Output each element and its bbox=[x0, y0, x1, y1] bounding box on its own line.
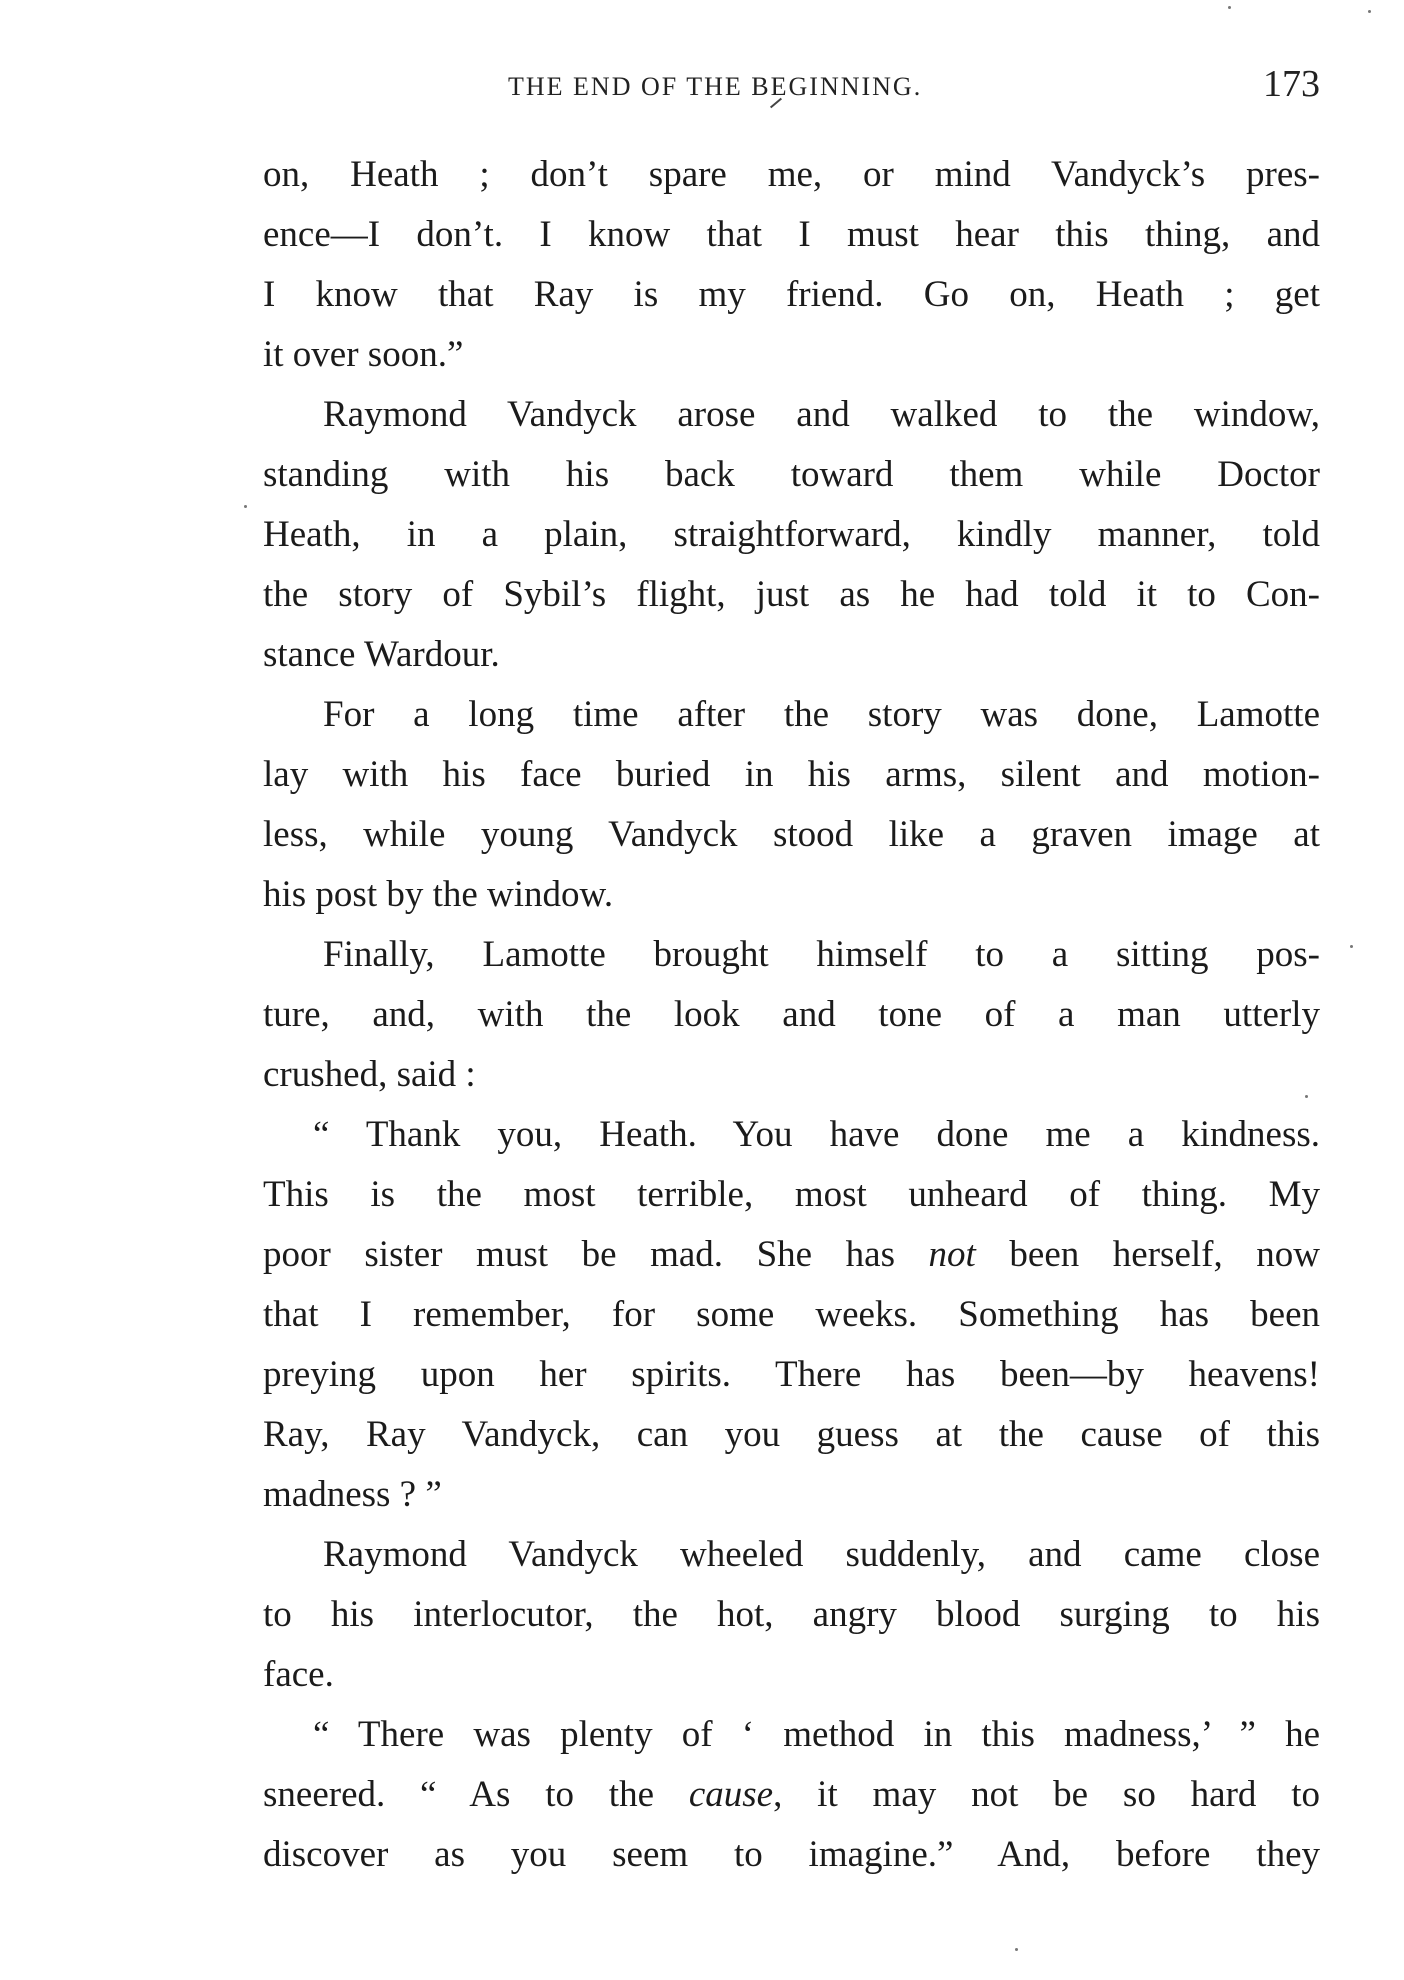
text-line: “ Thank you, Heath. You have done me a kindness. bbox=[313, 1114, 1320, 1155]
page-number: 173 bbox=[1263, 63, 1320, 105]
text-line: Raymond Vandyck arose and walked to the window, bbox=[323, 394, 1320, 435]
paragraph-6 bbox=[263, 1525, 1320, 1705]
text-line: ence—I don’t. I know that I must hear this thing, and bbox=[263, 214, 1320, 255]
text-segment: been herself, now bbox=[975, 1234, 1321, 1275]
emphasis-word: cause bbox=[688, 1774, 774, 1815]
paper-speck bbox=[1368, 10, 1371, 13]
text-line: the story of Sybil’s flight, just as he had told it to Con- bbox=[263, 574, 1320, 615]
paper-speck bbox=[1015, 1948, 1018, 1951]
text-line bbox=[263, 1765, 1320, 1825]
paragraph-7 bbox=[263, 1705, 1320, 1885]
text-line: preying upon her spirits. There has been—by heavens! bbox=[263, 1354, 1320, 1395]
text-line: This is the most terrible, most unheard of thing. My bbox=[263, 1174, 1320, 1215]
text-line: Ray, Ray Vandyck, can you guess at the cause of this bbox=[263, 1414, 1320, 1455]
text-line: his post by the window. bbox=[263, 874, 614, 915]
paragraph-3 bbox=[263, 685, 1320, 925]
text-line: to his interlocutor, the hot, angry blood surging to his bbox=[263, 1594, 1320, 1635]
text-line: it over soon.” bbox=[263, 334, 464, 375]
text-line: lay with his face buried in his arms, silent and motion- bbox=[263, 754, 1320, 795]
text-line: stance Wardour. bbox=[263, 634, 500, 675]
text-line: I know that Ray is my friend. Go on, Heath ; get bbox=[263, 274, 1320, 315]
text-line: Finally, Lamotte brought himself to a sitting pos- bbox=[323, 934, 1320, 975]
text-line: that I remember, for some weeks. Something has been bbox=[263, 1294, 1320, 1335]
text-line: ture, and, with the look and tone of a man utterly bbox=[263, 994, 1320, 1035]
text-line: For a long time after the story was done, Lamotte bbox=[323, 694, 1320, 735]
text-line: Raymond Vandyck wheeled suddenly, and came close bbox=[323, 1534, 1320, 1575]
paragraph-1 bbox=[263, 145, 1320, 385]
text-line: on, Heath ; don’t spare me, or mind Vandyck’s pres- bbox=[263, 154, 1320, 195]
paper-speck bbox=[1228, 6, 1231, 9]
text-line: less, while young Vandyck stood like a graven image at bbox=[263, 814, 1320, 855]
text-line: discover as you seem to imagine.” And, before they bbox=[263, 1834, 1320, 1875]
paragraph-4 bbox=[263, 925, 1320, 1105]
text-line: “ There was plenty of ‘ method in this madness,’ ” he bbox=[313, 1714, 1320, 1755]
text-line: face. bbox=[263, 1654, 334, 1695]
text-segment: sneered. “ As to the bbox=[263, 1774, 689, 1815]
text-line: Heath, in a plain, straightforward, kindly manner, told bbox=[263, 514, 1320, 555]
text-line: madness ? ” bbox=[263, 1474, 442, 1515]
text-line: crushed, said : bbox=[263, 1054, 476, 1095]
text-line: standing with his back toward them while Doctor bbox=[263, 454, 1320, 495]
running-title: THE END OF THE BEGINNING. bbox=[508, 72, 923, 101]
emphasis-word: not bbox=[928, 1234, 976, 1275]
paragraph-2 bbox=[263, 385, 1320, 685]
text-segment: , it may not be so hard to bbox=[773, 1774, 1320, 1815]
paper-speck bbox=[1350, 945, 1353, 948]
paper-speck bbox=[244, 505, 247, 508]
paragraph-5 bbox=[263, 1105, 1320, 1525]
page-header bbox=[263, 62, 1320, 112]
page-body bbox=[263, 145, 1320, 1885]
text-line bbox=[263, 1225, 1320, 1285]
paper-speck bbox=[1305, 1095, 1308, 1098]
text-segment: poor sister must be mad. She has bbox=[263, 1234, 929, 1275]
